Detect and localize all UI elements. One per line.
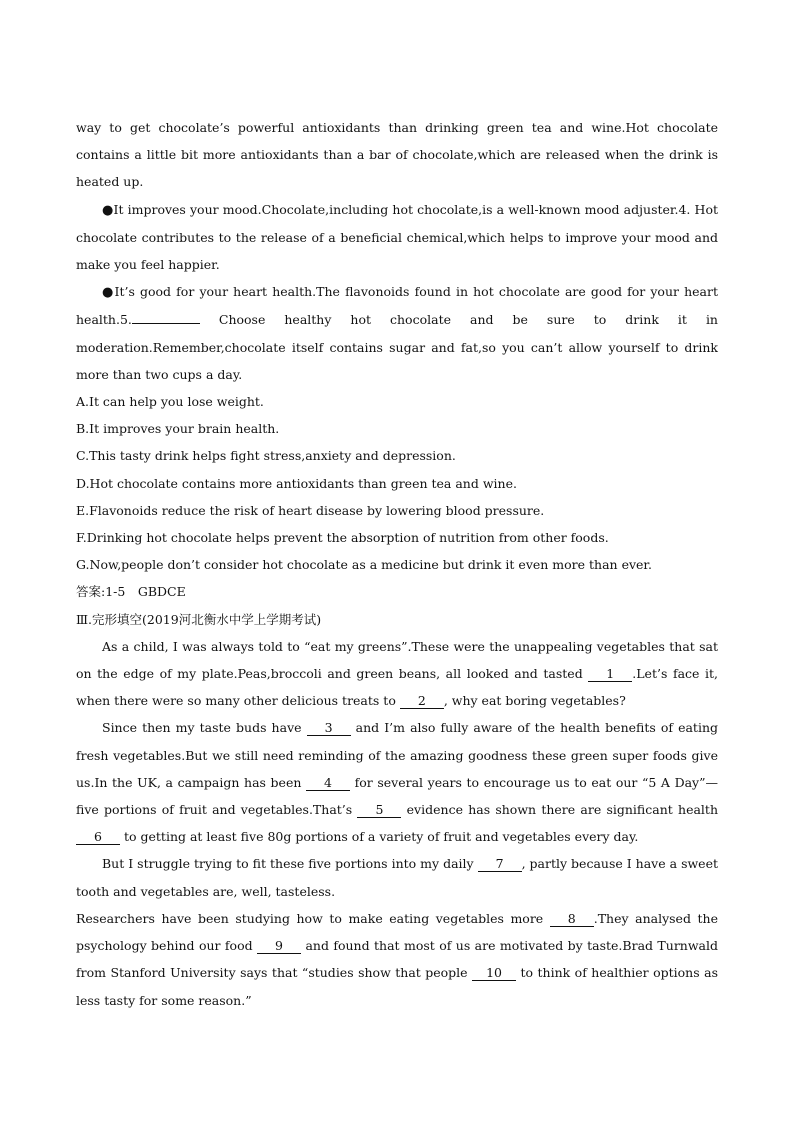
cloze-text: and found that most of us are motivated by taste.Brad Turnwald from Stanford University says that “studies show that people (76, 938, 718, 981)
cloze-blank-9[interactable]: 9 (257, 939, 301, 954)
cloze-blank-5[interactable]: 5 (357, 803, 401, 818)
document-page (76, 114, 718, 1014)
passage-text: Choose healthy hot chocolate and be sure to drink it in moderation.Remember,chocolate itself contains sugar and fat,so you can’t allow yourself to drink more than two cups a day. (76, 312, 718, 382)
cloze-text: for several years to encourage us to eat our “5 A Day”—five portions of fruit and vegetables.That’s (76, 774, 718, 818)
cloze-paragraph (76, 850, 718, 904)
cloze-text: As a child, I was always told to “eat my greens”.These were the unappealing vegetables that sat on the edge of my plate.Peas,broccoli and green beans, all looked and tasted (76, 638, 718, 682)
bullet-icon: ● (102, 285, 115, 301)
cloze-text: But I struggle trying to fit these five portions into my daily (102, 856, 478, 872)
cloze-text: to getting at least five 80g portions of a variety of fruit and vegetables every day. (120, 829, 639, 845)
cloze-blank-1[interactable]: 1 (588, 667, 632, 682)
cloze-blank-7[interactable]: 7 (478, 857, 522, 872)
option-b: B.It improves your brain health. (76, 421, 280, 437)
passage-text: It improves your mood.Chocolate,including hot chocolate,is a well-known mood adjuster.4. Hot chocolate contributes to the release of a beneficial chemical,which helps to improve your mood and make you feel happier. (76, 201, 718, 273)
passage-paragraph: way to get chocolate’s powerful antioxidants than drinking green tea and wine.Hot chocolate contains a little bit more antioxidants than a bar of chocolate,which are released when the drink is heated up. (76, 120, 718, 190)
option-c: C.This tasty drink helps fight stress,anxiety and depression. (76, 448, 456, 464)
cloze-paragraph (76, 905, 718, 1014)
cloze-blank-10[interactable]: 10 (472, 966, 516, 981)
bullet-icon: ● (102, 202, 114, 218)
cloze-blank-6[interactable]: 6 (76, 830, 120, 845)
cloze-text: .They analysed the psychology behind our food (76, 910, 718, 954)
cloze-blank-3[interactable]: 3 (307, 721, 351, 736)
passage-text: It’s good for your heart health.The flavonoids found in hot chocolate are good for your heart health.5. (76, 284, 719, 328)
section-title: Ⅲ.完形填空(2019河北衡水中学上学期考试) (76, 611, 322, 627)
option-e: E.Flavonoids reduce the risk of heart disease by lowering blood pressure. (76, 502, 545, 518)
cloze-blank-2[interactable]: 2 (400, 694, 444, 709)
cloze-text: Since then my taste buds have (102, 720, 307, 736)
cloze-paragraph (76, 714, 718, 850)
cloze-blank-8[interactable]: 8 (550, 912, 594, 927)
cloze-text: and I’m also fully aware of the health benefits of eating fresh vegetables.But we still need reminding of the amazing goodness these green super foods give us.In the UK, a campaign has been (76, 720, 718, 790)
cloze-blank-4[interactable]: 4 (306, 776, 350, 791)
option-f: F.Drinking hot chocolate helps prevent the absorption of nutrition from other foods. (76, 530, 609, 546)
answer-blank[interactable] (132, 323, 200, 324)
cloze-text: evidence has shown there are significant health (401, 802, 718, 818)
option-d: D.Hot chocolate contains more antioxidants than green tea and wine. (76, 475, 517, 491)
cloze-text: , why eat boring vegetables? (443, 693, 626, 709)
cloze-text: , partly because I have a sweet tooth and vegetables are, well, tasteless. (76, 856, 718, 899)
cloze-paragraph (76, 633, 718, 715)
answer-key: 答案:1-5 GBDCE (76, 584, 186, 600)
option-g: G.Now,people don’t consider hot chocolate as a medicine but drink it even more than ever. (76, 557, 653, 573)
cloze-text: Researchers have been studying how to make eating vegetables more (76, 910, 550, 926)
option-a: A.It can help you lose weight. (76, 394, 264, 410)
cloze-text: to think of healthier options as less tasty for some reason.” (76, 965, 718, 1008)
cloze-text: .Let’s face it, when there were so many other delicious treats to (76, 666, 718, 709)
passage-paragraph (76, 196, 718, 279)
passage-paragraph (76, 278, 718, 388)
